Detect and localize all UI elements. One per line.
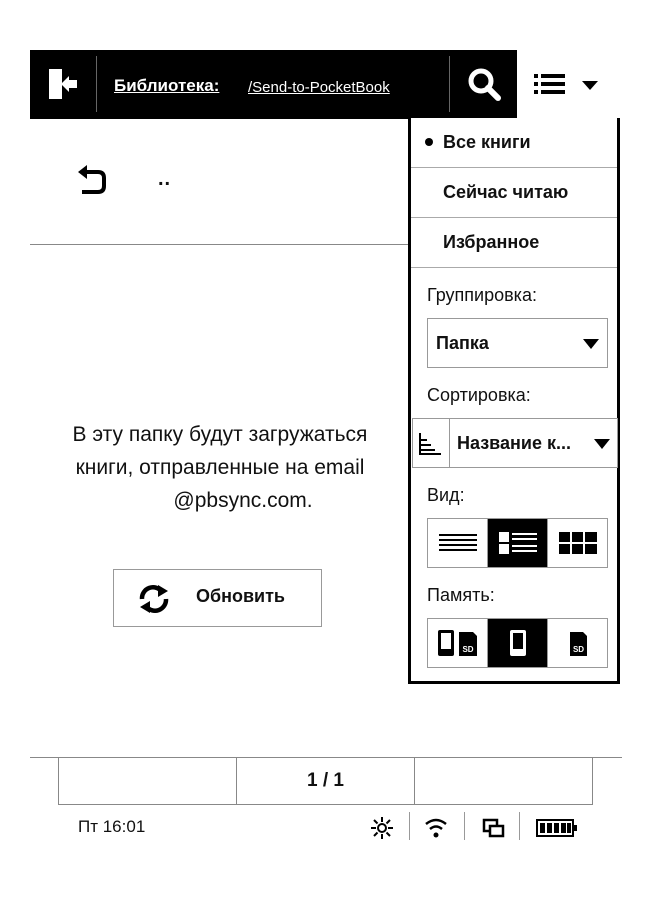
message-line: книги, отправленные на email (75, 456, 365, 479)
selected-bullet (425, 138, 433, 146)
battery-icon (536, 817, 578, 839)
device-and-sd-icon (437, 629, 479, 657)
sort-order-button[interactable] (413, 419, 450, 467)
next-page-button[interactable] (415, 757, 592, 804)
chevron-down-icon (582, 81, 598, 90)
sd-card-icon (568, 629, 588, 657)
wifi-button[interactable] (423, 815, 449, 841)
view-list-option[interactable] (428, 519, 488, 567)
status-separator (409, 812, 410, 840)
header-separator (96, 56, 97, 112)
sort-order-icon (413, 419, 449, 467)
grid-view-icon (559, 532, 597, 554)
device-memory-icon (509, 629, 527, 657)
svg-text:SD: SD (572, 645, 584, 654)
divider (30, 244, 410, 245)
status-clock: Пт 16:01 (78, 817, 146, 836)
list-menu-icon (530, 66, 604, 102)
search-button[interactable] (450, 50, 517, 118)
library-title-link[interactable]: Библиотека: (114, 76, 220, 95)
library-path-link[interactable]: /Send-to-PocketBook (248, 79, 390, 96)
page-indicator[interactable]: 1 / 1 (237, 757, 415, 804)
memory-sd-option[interactable] (548, 619, 607, 667)
wifi-icon (423, 815, 449, 841)
task-switch-button[interactable] (481, 815, 507, 841)
message-line: В эту папку будут загружаться (72, 423, 368, 446)
view-menu-button[interactable] (530, 66, 604, 102)
memory-toggle (427, 618, 608, 668)
header-underline (30, 118, 410, 119)
view-detailed-option[interactable] (488, 519, 548, 567)
sorting-value: Название к... (457, 433, 571, 453)
task-switch-icon (481, 815, 507, 841)
chevron-down-icon (583, 339, 599, 349)
grouping-value: Папка (436, 333, 489, 353)
status-separator (464, 812, 465, 840)
search-icon (467, 67, 501, 101)
parent-folder-item[interactable]: .. (158, 168, 172, 190)
view-label: Вид: (427, 485, 465, 505)
filter-favorites[interactable] (411, 218, 617, 268)
grouping-label: Группировка: (427, 285, 537, 305)
sorting-label: Сортировка: (427, 385, 531, 405)
refresh-label: Обновить (196, 586, 285, 606)
filter-all-books[interactable] (411, 118, 617, 168)
sorting-select[interactable] (412, 418, 618, 468)
filter-label: Избранное (443, 232, 540, 252)
back-button[interactable] (76, 164, 110, 200)
detailed-list-view-icon (499, 532, 537, 554)
battery-indicator[interactable] (536, 817, 578, 839)
pager (58, 757, 593, 805)
exit-icon (47, 67, 79, 101)
prev-page-button[interactable] (59, 757, 237, 804)
memory-label: Память: (427, 585, 495, 605)
view-grid-option[interactable] (548, 519, 607, 567)
filter-reading-now[interactable] (411, 168, 617, 218)
filter-label: Все книги (443, 132, 531, 152)
list-view-icon (439, 533, 477, 553)
grouping-select[interactable] (427, 318, 608, 368)
exit-button[interactable] (30, 50, 96, 118)
message-line: @pbsync.com. (173, 489, 313, 512)
svg-text:SD: SD (461, 645, 474, 654)
empty-folder-message (30, 418, 410, 517)
memory-device-option[interactable] (488, 619, 548, 667)
chevron-down-icon (594, 439, 610, 449)
memory-all-option[interactable] (428, 619, 488, 667)
back-arrow-icon (76, 164, 110, 200)
brightness-button[interactable] (369, 815, 395, 841)
brightness-icon (369, 815, 395, 841)
filter-label: Сейчас читаю (443, 182, 569, 202)
refresh-icon (136, 583, 172, 615)
view-options-panel (408, 118, 620, 684)
status-separator (519, 812, 520, 840)
view-mode-toggle (427, 518, 608, 568)
